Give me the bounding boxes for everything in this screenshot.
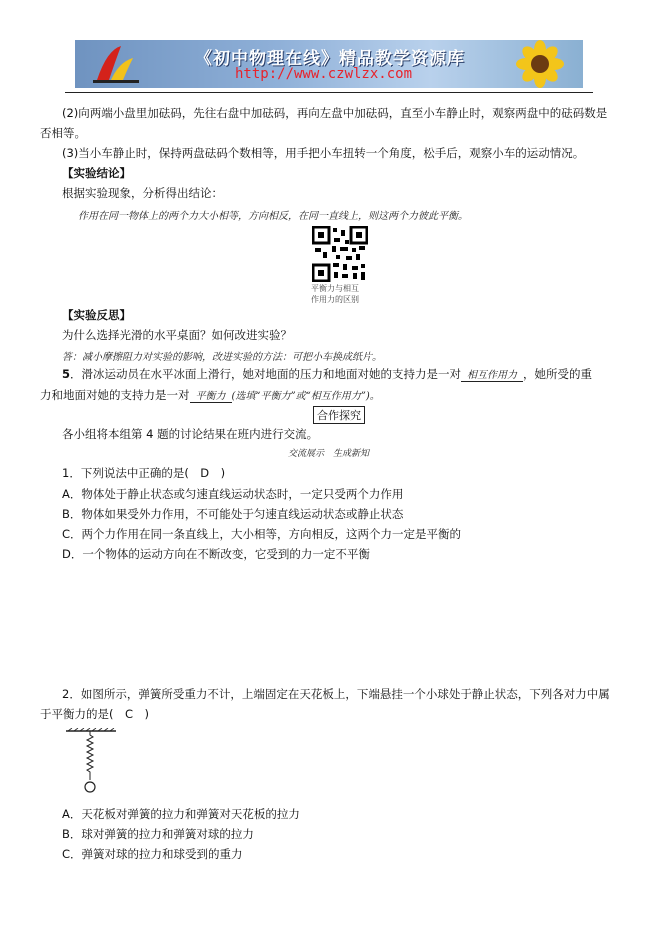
- banner-title: 《初中物理在线》精品教学资源库: [195, 49, 465, 69]
- question-5-line2: [40, 387, 380, 403]
- question-5-blank1: 相互作用力: [461, 370, 523, 382]
- question-1-option-b: B．物体如果受外力作用，不可能处于匀速直线运动状态或静止状态: [62, 507, 404, 521]
- reflection-answer: 答：减小摩擦阻力对实验的影响，改进实验的方法：可把小车换成纸片。: [62, 352, 382, 363]
- qr-code: [312, 226, 368, 282]
- section-title-cooperative: 合作探究: [313, 406, 365, 424]
- spring-ball-figure: [64, 728, 124, 800]
- para-step2-line2: 否相等。: [40, 126, 86, 140]
- header-rule: [65, 92, 593, 93]
- subsection-title: 交流展示 生成新知: [288, 449, 370, 459]
- qr-caption-line2: 作用力的区别: [311, 295, 359, 304]
- section-intro: 各小组将本组第 4 题的讨论结果在班内进行交流。: [62, 427, 319, 441]
- spring: [87, 731, 93, 780]
- header-banner: [75, 40, 583, 88]
- question-1-option-c: C．两个力作用在同一条直线上，大小相等，方向相反，这两个力一定是平衡的: [62, 527, 462, 541]
- qr-caption-line1: 平衡力与相互: [311, 284, 359, 293]
- conclusion-answer: 作用在同一物体上的两个力大小相等，方向相反，在同一直线上，则这两个力彼此平衡。: [78, 211, 468, 222]
- heading-reflection: 【实验反思】: [62, 308, 131, 322]
- question-2-line1: 2．如图所示，弹簧所受重力不计，上端固定在天花板上，下端悬挂一个小球处于静止状态，下列各对力中属: [62, 687, 610, 701]
- site-logo: [87, 40, 157, 88]
- reflection-question: 为什么选择光滑的水平桌面？如何改进实验？: [62, 328, 292, 342]
- question-2-line2: 于平衡力的是( C ): [40, 707, 150, 721]
- sunflower-image: [505, 40, 575, 88]
- question-1-option-d: D．一个物体的运动方向在不断改变，它受到的力一定不平衡: [62, 547, 370, 561]
- ceiling: [66, 728, 116, 731]
- question-5-line1: [62, 366, 592, 382]
- question-2-option-a: A．天花板对弹簧的拉力和弹簧对天花板的拉力: [62, 807, 300, 821]
- para-step3: (3)当小车静止时，保持两盘砝码个数相等，用手把小车扭转一个角度，松手后，观察小车的运动情况。: [62, 146, 585, 160]
- conclusion-prompt: 根据实验现象，分析得出结论：: [62, 186, 223, 200]
- question-1-stem: 1．下列说法中正确的是( D ): [62, 466, 226, 480]
- banner-url: http://www.czwlzx.com: [235, 66, 413, 82]
- question-5-number: 5: [62, 367, 71, 381]
- question-5-text3: 力和地面对她的支持力是一对: [40, 388, 190, 402]
- question-5-blank2: 平衡力: [190, 391, 232, 403]
- question-5-text2: ，她所受的重: [523, 367, 593, 381]
- para-step2-line1: (2)向两端小盘里加砝码，先往右盘中加砝码，再向左盘中加砝码，直至小车静止时，观察两盘中的砝码数是: [62, 106, 608, 120]
- question-2-option-b: B．球对弹簧的拉力和弹簧对球的拉力: [62, 827, 254, 841]
- question-5-text4: (选填“平衡力”或“相互作用力”)。: [231, 391, 380, 402]
- question-2-option-c: C．弹簧对球的拉力和球受到的重力: [62, 847, 243, 861]
- heading-conclusion: 【实验结论】: [62, 166, 131, 180]
- ball: [85, 782, 95, 792]
- question-1-option-a: A．物体处于静止状态或匀速直线运动状态时，一定只受两个力作用: [62, 487, 404, 501]
- question-5-text1: ．滑冰运动员在水平冰面上滑行，她对地面的压力和地面对她的支持力是一对: [70, 367, 462, 381]
